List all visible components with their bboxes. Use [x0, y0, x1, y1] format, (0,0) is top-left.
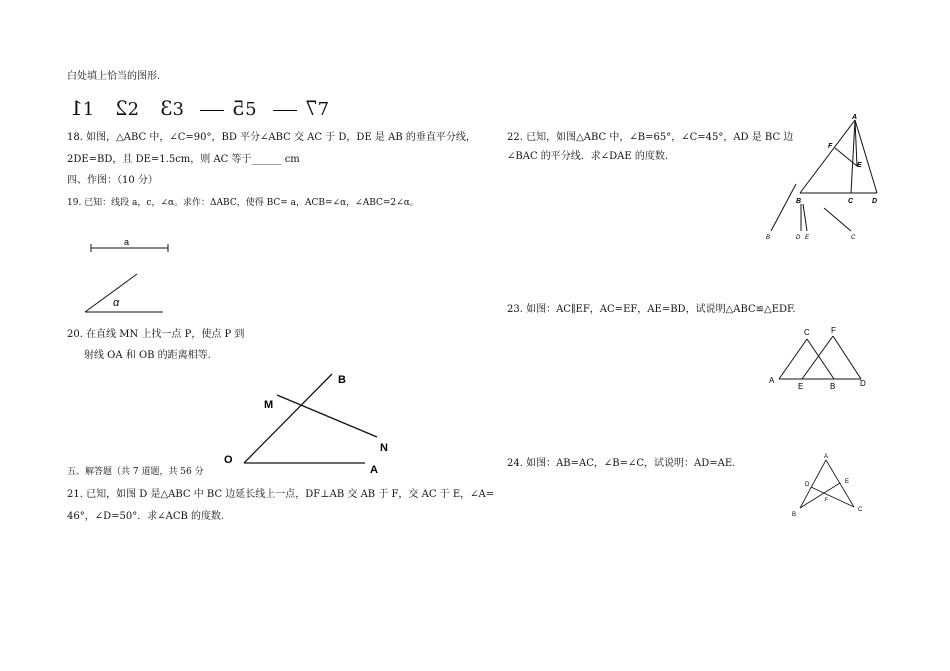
q19-angle-figure: [85, 270, 175, 320]
q23-label-b: B: [830, 382, 836, 391]
q20-label-m: M: [264, 399, 274, 411]
q22-figure: [760, 112, 890, 247]
q21-line2: 46°，∠D=50°．求∠ACB 的度数.: [67, 511, 225, 522]
blank-2[interactable]: [273, 110, 297, 111]
q24-figure: [785, 450, 870, 520]
q22-small-b: B: [766, 235, 771, 241]
q22-label-e: E: [857, 162, 862, 169]
q18-line2: 2DE=BD，且 DE=1.5cm，则 AC 等于______ cm: [67, 154, 300, 165]
q22-label-a: A: [852, 114, 858, 121]
q22-line2: ∠BAC 的平分线．求∠DAE 的度数.: [507, 151, 669, 162]
mirror-glyph-2: 2: [112, 96, 128, 120]
segment-a-label: a: [124, 237, 130, 247]
mirror-glyph-3: 3: [157, 96, 173, 120]
angle-alpha-label: α: [113, 297, 120, 309]
mirror-sequence: 11 22 33 55 77: [68, 96, 332, 120]
q20-label-n: N: [380, 442, 388, 454]
mirror-glyph-1: 1: [68, 96, 83, 120]
q21-line1: 21. 已知，如图 D 是△ABC 中 BC 边延长线上一点，DF⊥AB 交 AB 于 F，交 AC 于 E，∠A=: [67, 489, 495, 500]
q18-line1: 18. 如图，△ABC 中，∠C=90°，BD 平分∠ABC 交 AC 于 D，DE 是 AB 的垂直平分线，: [67, 132, 476, 143]
q24-label-e: E: [845, 479, 850, 485]
q24-label-f: F: [825, 497, 829, 503]
q23-label-e: E: [798, 382, 804, 391]
q20-label-b: B: [338, 374, 346, 386]
q20-label-o: O: [224, 454, 233, 466]
intro-text: 白处填上恰当的图形.: [67, 71, 161, 82]
q20-line2: 射线 OA 和 OB 的距离相等.: [84, 350, 211, 361]
q24-label-a: A: [824, 454, 829, 460]
q24-label-d: D: [805, 482, 810, 488]
q23-label-a: A: [769, 376, 775, 385]
q23-figure: [765, 325, 870, 397]
q22-label-f: F: [828, 143, 833, 150]
mirror-glyph-7: 7: [302, 96, 318, 120]
q22-label-d: D: [872, 198, 878, 205]
q23-label-f: F: [831, 326, 836, 335]
mirror-glyph-5: 5: [230, 96, 246, 120]
q20-line1: 20. 在直线 MN 上找一点 P，使点 P 到: [67, 329, 245, 340]
q22-label-c: C: [848, 198, 854, 205]
q24-text: 24. 如图：AB=AC，∠B=∠C，试说明：AD=AE.: [507, 458, 736, 469]
q22-label-b: B: [796, 198, 802, 205]
blank-1[interactable]: [200, 110, 224, 111]
q22-line1: 22. 已知，如图△ABC 中，∠B=65°，∠C=45°，AD 是 BC 边: [507, 132, 794, 143]
section4-heading: 四、作图：（10 分）: [67, 175, 158, 186]
q22-small-d: D: [796, 235, 801, 241]
q23-label-c: C: [804, 328, 810, 337]
q24-label-b: B: [792, 512, 797, 518]
q22-small-e: E: [805, 235, 810, 241]
q20-label-a: A: [370, 464, 378, 476]
q24-label-c: C: [858, 507, 863, 513]
q19-segment-figure: [88, 238, 178, 258]
q19-text: 19. 已知：线段 a，c，∠α。求作：ΔABC，使得 BC= a，ACB=∠α，∠ABC=2∠α。: [67, 198, 419, 208]
q23-text: 23. 如图：AC∥EF，AC=EF，AE=BD，试说明△ABC≌△EDF.: [507, 304, 796, 315]
q20-figure: [220, 368, 400, 478]
section5-heading: 五、解答题（共 7 道题，共 56 分: [67, 467, 204, 477]
q23-label-d: D: [860, 379, 866, 388]
q22-small-c: C: [851, 235, 856, 241]
